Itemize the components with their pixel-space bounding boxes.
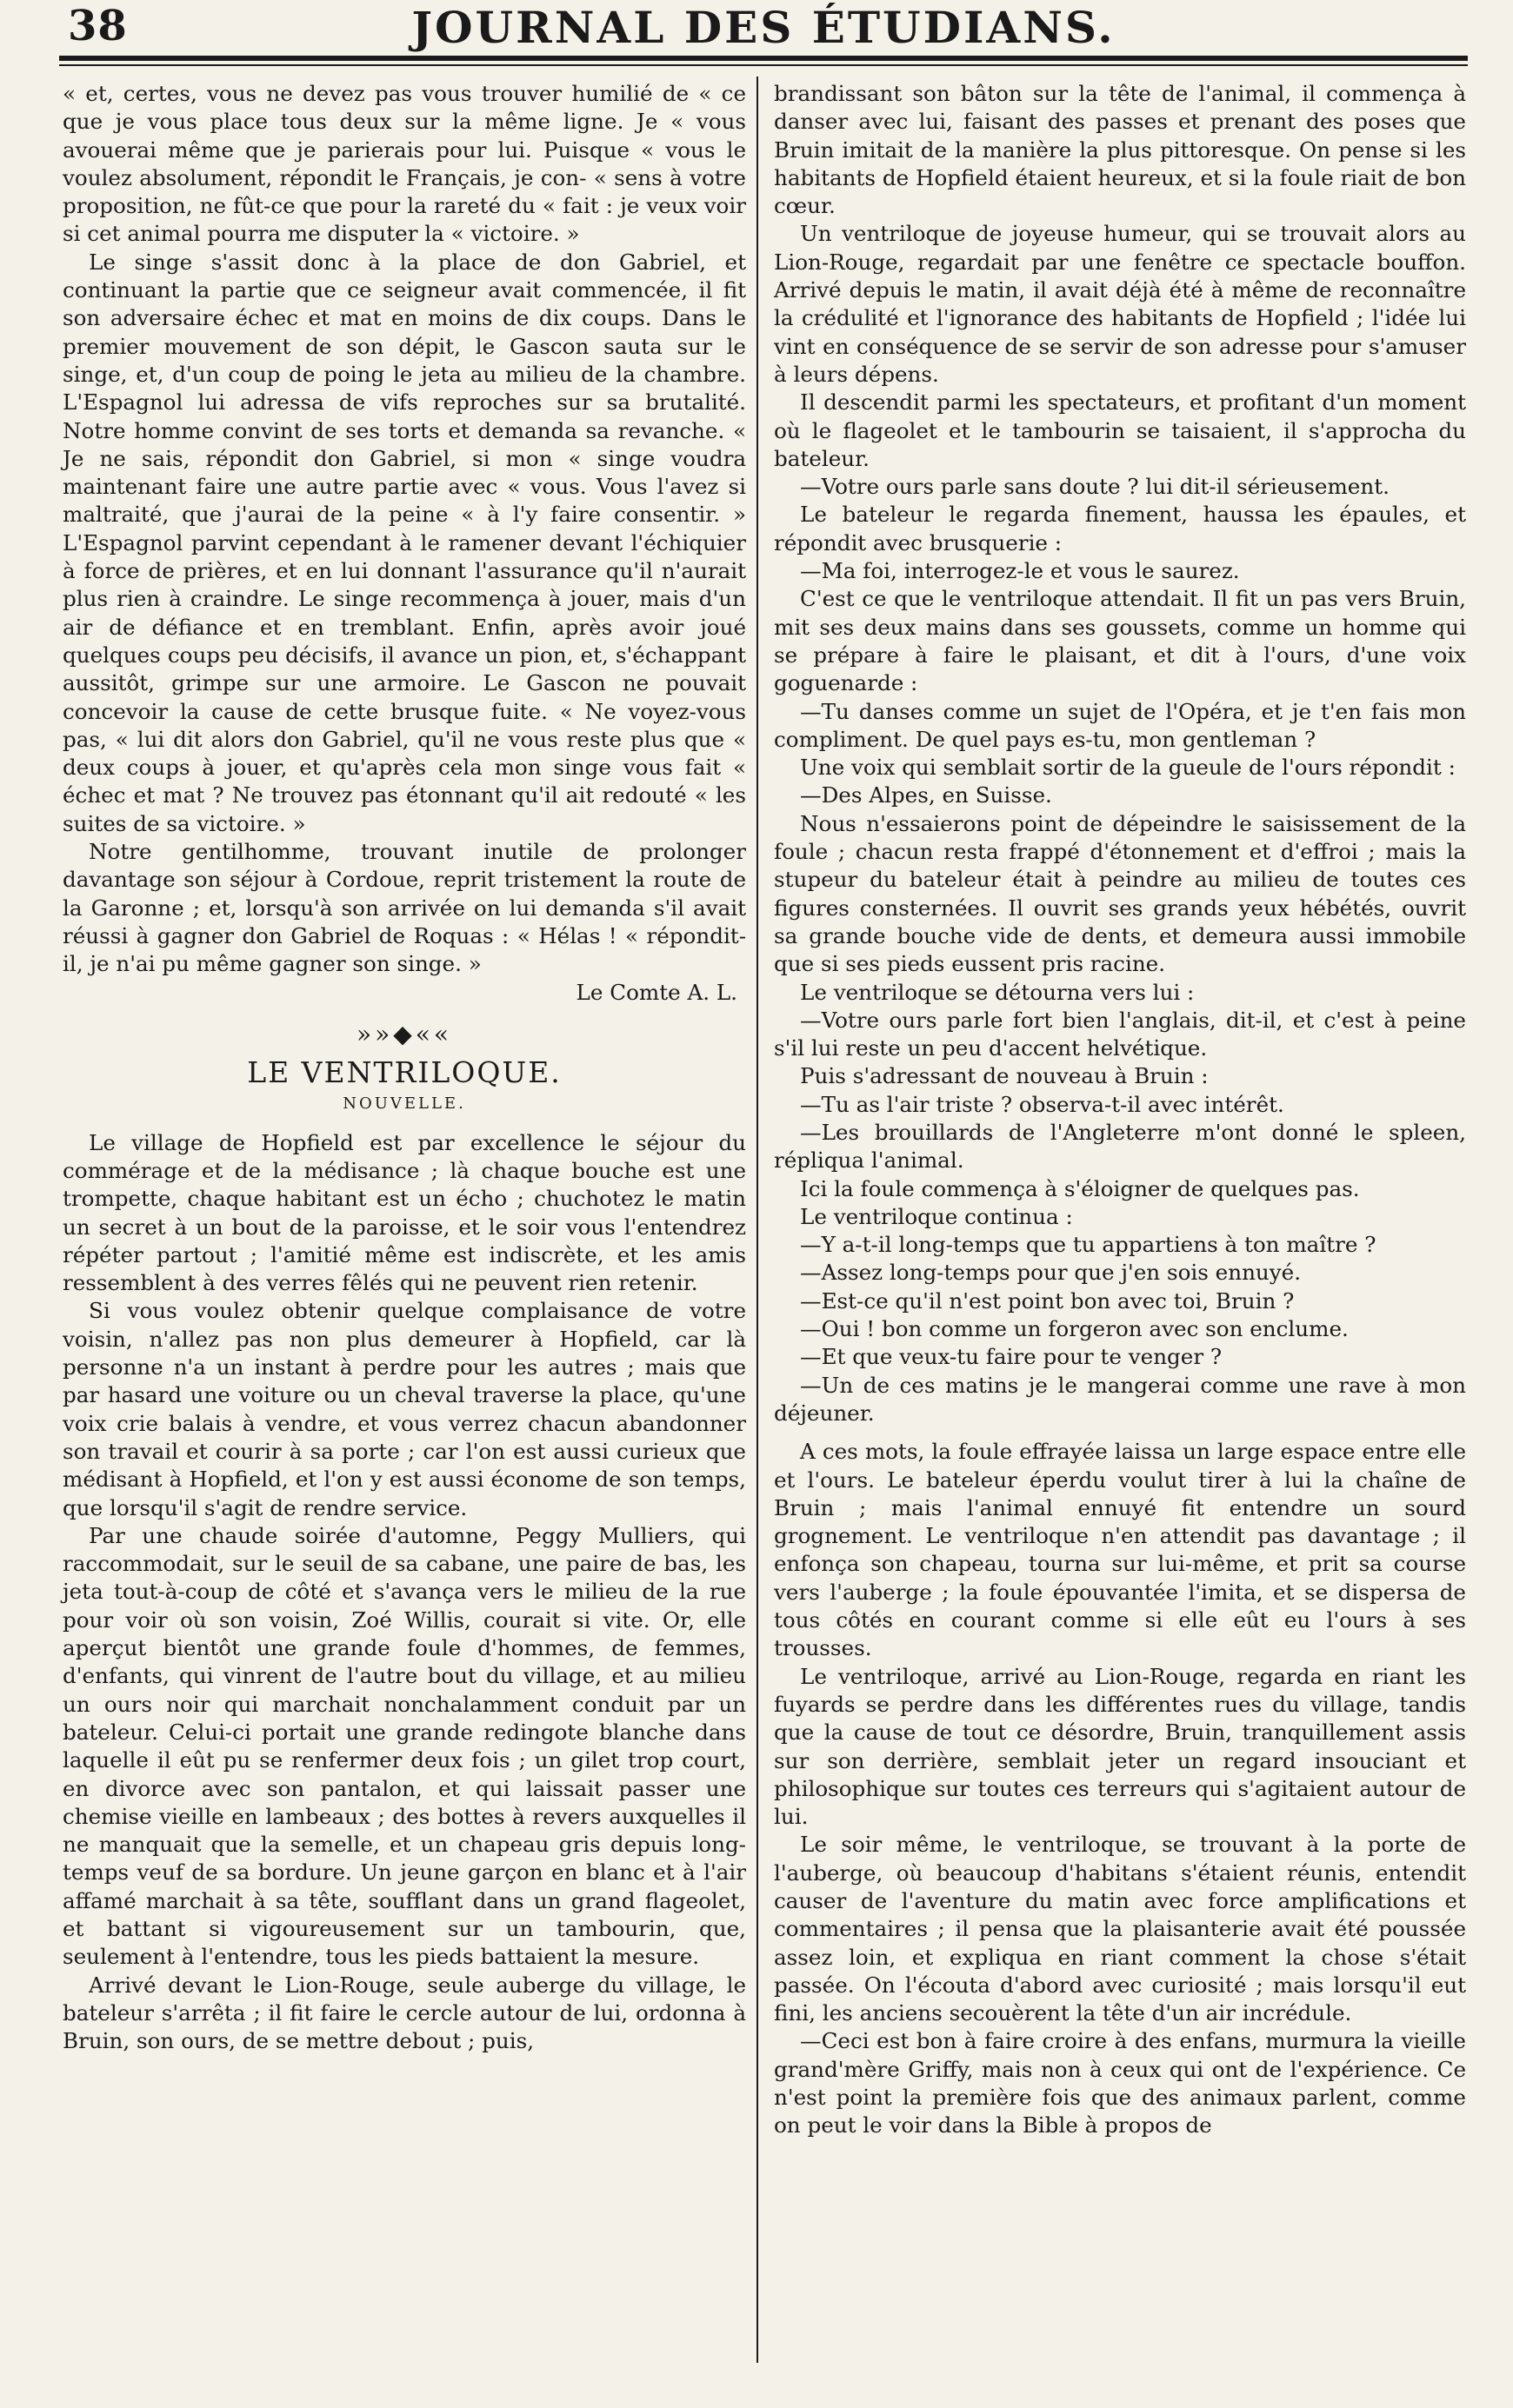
story-paragraph: —Et que veux-tu faire pour te venger ? <box>800 1344 1223 1370</box>
story-paragraph: —Les brouillards de l'Angleterre m'ont donné le spleen, répliqua l'animal. <box>774 1119 1466 1174</box>
left-column <box>63 80 746 2055</box>
story-paragraph: Le village de Hopfield est par excellence le séjour du commérage et de la médisance ; là chaque bouche est une trompette, chaque habitant est un écho ; chuchotez le matin un secret à un bout de la paroisse, et le soir vous l'entendrez répéter partout ; l'amitié même est indiscrète, et les amis ressemblent à des verres fêlés qui ne peuvent rien retenir. <box>63 1129 746 1296</box>
story-paragraph: Le ventriloque, arrivé au Lion-Rouge, regarda en riant les fuyards se perdre dans les différentes rues du village, tandis que la cause de tout ce désordre, Bruin, tranquillement assis sur son derrière, semblait jeter un regard insouciant et philosophique sur toutes ces terreurs qui s'agitaient autour de lui. <box>774 1663 1466 1830</box>
story-paragraph: —Ceci est bon à faire croire à des enfans, murmura la vieille grand'mère Griffy, mais non à ceux qui ont de l'expérience. Ce n'est point la première fois que des animaux parlent, comme on peut le voir dans la Bible à propos de <box>774 2028 1466 2139</box>
story-paragraph: —Votre ours parle fort bien l'anglais, dit-il, et c'est à peine s'il lui reste un peu d'accent helvétique. <box>774 1007 1466 1061</box>
paragraph-gap <box>774 1427 1466 1438</box>
story-paragraph: Il descendit parmi les spectateurs, et profitant d'un moment où le flageolet et le tambourin se taisaient, il s'approcha du bateleur. <box>774 389 1466 471</box>
story-paragraph: —Votre ours parle sans doute ? lui dit-il sérieusement. <box>800 474 1390 500</box>
column-divider <box>756 76 758 2363</box>
story-paragraph: —Un de ces matins je le mangerai comme une rave à mon déjeuner. <box>774 1372 1466 1426</box>
story-paragraph: C'est ce que le ventriloque attendait. Il fit un pas vers Bruin, mit ses deux mains dans ses goussets, comme un homme qui se prépare à faire le plaisant, et dit à l'ours, d'une voix goguenarde : <box>774 586 1466 696</box>
story-paragraph: Si vous voulez obtenir quelque complaisance de votre voisin, n'allez pas non plus demeurer à Hopfield, car là personne n'a un instant à perdre pour les autres ; mais que par hasard une voiture ou un cheval traverse la place, qu'une voix crie balais à vendre, et vous verrez chacun abandonner son travail et courir à sa porte ; car l'on est aussi curieux que médisant à Hopfield, et l'on y est aussi économe de son temps, que lorsqu'il s'agit de rendre service. <box>63 1298 746 1520</box>
story-paragraph: Le ventriloque continua : <box>800 1203 1073 1229</box>
story-paragraph: Puis s'adressant de nouveau à Bruin : <box>800 1063 1209 1089</box>
story-paragraph: —Ma foi, interrogez-le et vous le saurez. <box>800 558 1240 584</box>
story-paragraph: —Tu as l'air triste ? observa-t-il avec intérêt. <box>800 1091 1284 1117</box>
story-paragraph: A ces mots, la foule effrayée laissa un large espace entre elle et l'ours. Le bateleur éperdu voulut tirer à lui la chaîne de Bruin ; mais l'animal ennuyé fit entendre un sourd grognement. Le ventriloque n'en attendit pas davantage ; il enfonça son chapeau, tourna sur lui-même, et prit sa course vers l'auberge ; la foule épouvantée l'imita, et se dispersa de tous côtés en courant comme si elle eût eu l'ours à ses trousses. <box>774 1439 1466 1661</box>
story-paragraph: —Tu danses comme un sujet de l'Opéra, et je t'en fais mon compliment. De quel pays es-tu, mon gentleman ? <box>774 698 1466 752</box>
page-header <box>59 0 1468 53</box>
article-paragraph: Le singe s'assit donc à la place de don Gabriel, et continuant la partie que ce seigneur avait commencée, il fit son adversaire échec et mat en moins de dix coups. Dans le premier mouvement de son dépit, le Gascon sauta sur le singe, et, d'un coup de poing le jeta au milieu de la chambre. L'Espagnol lui adressa de vifs reproches sur sa brutalité. Notre homme convint de ses torts et demanda sa revanche. « Je ne sais, répondit don Gabriel, si mon « singe voudra maintenant faire une autre partie avec « vous. Vous l'avez si maltraité, que j'aurai de la peine « à l'y faire consentir. » L'Espagnol parvint cependant à le ramener devant l'échiquier à force de prières, et en lui donnant l'assurance qu'il n'aurait plus rien à craindre. Le singe recommença à jouer, mais d'un air de défiance et en tremblant. Enfin, après avoir joué quelques coups peu décisifs, il avance un pion, et, s'échappant aussitôt, grimpe sur une armoire. Le Gascon ne pouvait concevoir la cause de cette brusque fuite. « Ne voyez-vous pas, « lui dit alors don Gabriel, qu'il ne vous reste plus que « deux coups à jouer, et qu'après cela mon singe vous fait « échec et mat ? Ne trouvez pas étonnant qu'il ait redouté « les suites de sa victoire. » <box>63 249 746 836</box>
story-paragraph: Arrivé devant le Lion-Rouge, seule auberge du village, le bateleur s'arrêta ; il fit faire le cercle autour de lui, ordonna à Bruin, son ours, de se mettre debout ; puis, <box>63 1972 746 2054</box>
header-rule-thin <box>59 64 1468 66</box>
story-paragraph: Un ventriloque de joyeuse humeur, qui se trouvait alors au Lion-Rouge, regardait par une fenêtre ce spectacle bouffon. Arrivé depuis le matin, il avait déjà été à même de reconnaître la crédulité et l'ignorance des habitants de Hopfield ; l'idée lui vint en conséquence de se servir de son adresse pour s'amuser à leurs dépens. <box>774 221 1466 387</box>
story-paragraph: Le bateleur le regarda finement, haussa les épaules, et répondit avec brusquerie : <box>774 502 1466 555</box>
section-ornament: »»◆«« <box>356 1019 453 1048</box>
article-paragraph: Notre gentilhomme, trouvant inutile de prolonger davantage son séjour à Cordoue, reprit tristement la route de la Garonne ; et, lorsqu'à son arrivée on lui demanda s'il avait réussi à gagner don Gabriel de Roquas : « Hélas ! « répondit-il, je n'ai pu même gagner son singe. » <box>63 839 746 977</box>
story-paragraph: —Est-ce qu'il n'est point bon avec toi, Bruin ? <box>800 1287 1295 1314</box>
right-column <box>774 80 1466 2140</box>
journal-title: JOURNAL DES ÉTUDIANS. <box>411 2 1116 53</box>
story-paragraph: brandissant son bâton sur la tête de l'animal, il commença à danser avec lui, faisant des passes et prenant des poses que Bruin imitait de la manière la plus pittoresque. On pense si les habitants de Hopfield étaient heureux, et si la foule riait de bon cœur. <box>774 81 1466 219</box>
story-paragraph: —Des Alpes, en Suisse. <box>800 782 1052 808</box>
story-paragraph: Nous n'essaierons point de dépeindre le saisissement de la foule ; chacun resta frappé d'étonnement et d'effroi ; mais la stupeur du bateleur était à peindre au milieu de toutes ces figures consternées. Il ouvrit ses grands yeux hébétés, ouvrit sa grande bouche vide de dents, et demeura aussi immobile que si ses pieds eussent pris racine. <box>774 810 1466 977</box>
article-signature: Le Comte A. L. <box>576 979 737 1005</box>
story-subtitle: NOUVELLE. <box>343 1094 466 1114</box>
story-paragraph: Une voix qui semblait sortir de la gueule de l'ours répondit : <box>800 755 1456 781</box>
story-title: LE VENTRILOQUE. <box>247 1055 562 1090</box>
story-paragraph: —Oui ! bon comme un forgeron avec son enclume. <box>800 1316 1349 1342</box>
story-paragraph: Le soir même, le ventriloque, se trouvant à la porte de l'auberge, où beaucoup d'habitans s'étaient réunis, entendit causer de l'aventure du matin avec force amplifications et commentaires ; il pensa que la plaisanterie avait été poussée assez loin, et expliqua en riant comment la chose s'était passée. On l'écouta d'abord avec curiosité ; mais lorsqu'il eut fini, les anciens secouèrent la tête d'un air incrédule. <box>774 1832 1466 2026</box>
story-paragraph: Ici la foule commença à s'éloigner de quelques pas. <box>800 1175 1360 1201</box>
story-paragraph: —Assez long-temps pour que j'en sois ennuyé. <box>800 1260 1302 1286</box>
article-paragraph: « et, certes, vous ne devez pas vous trouver humilié de « ce que je vous place tous deux sur la même ligne. Je « vous avouerai même que je parierais pour lui. Puisque « vous le voulez absolument, répondit le Français, je con- « sens à votre proposition, ne fût-ce que pour la rareté du « fait : je veux voir si cet animal pourra me disputer la « victoire. » <box>63 81 746 247</box>
story-paragraph: Le ventriloque se détourna vers lui : <box>800 979 1195 1005</box>
story-paragraph: —Y a-t-il long-temps que tu appartiens à ton maître ? <box>800 1232 1376 1258</box>
story-paragraph: Par une chaude soirée d'automne, Peggy Mulliers, qui raccommodait, sur le seuil de sa cabane, une paire de bas, les jeta tout-à-coup de côté et s'avança vers le milieu de la rue pour voir où son voisin, Zoé Willis, courait si vite. Or, elle aperçut bientôt une grande foule d'hommes, de femmes, d'enfants, qui vinrent de l'autre bout du village, et au milieu un ours noir qui marchait nonchalamment conduit par un bateleur. Celui-ci portait une grande redingote blanche dans laquelle il eût pu se renfermer deux fois ; un gilet trop court, en divorce avec son pantalon, et qui laissait passer une chemise vieille en lambeaux ; des bottes à revers auxquelles il ne manquait que la semelle, et un chapeau gris depuis long-temps veuf de sa bordure. Un jeune garçon en blanc et à l'air affamé marchait à sa tête, soufflant dans un grand flageolet, et battant si vigoureusement sur un tambourin, que, seulement à l'entendre, tous les pieds battaient la mesure. <box>63 1522 746 1970</box>
header-rule-thick <box>59 56 1468 61</box>
page-number: 38 <box>68 2 128 50</box>
